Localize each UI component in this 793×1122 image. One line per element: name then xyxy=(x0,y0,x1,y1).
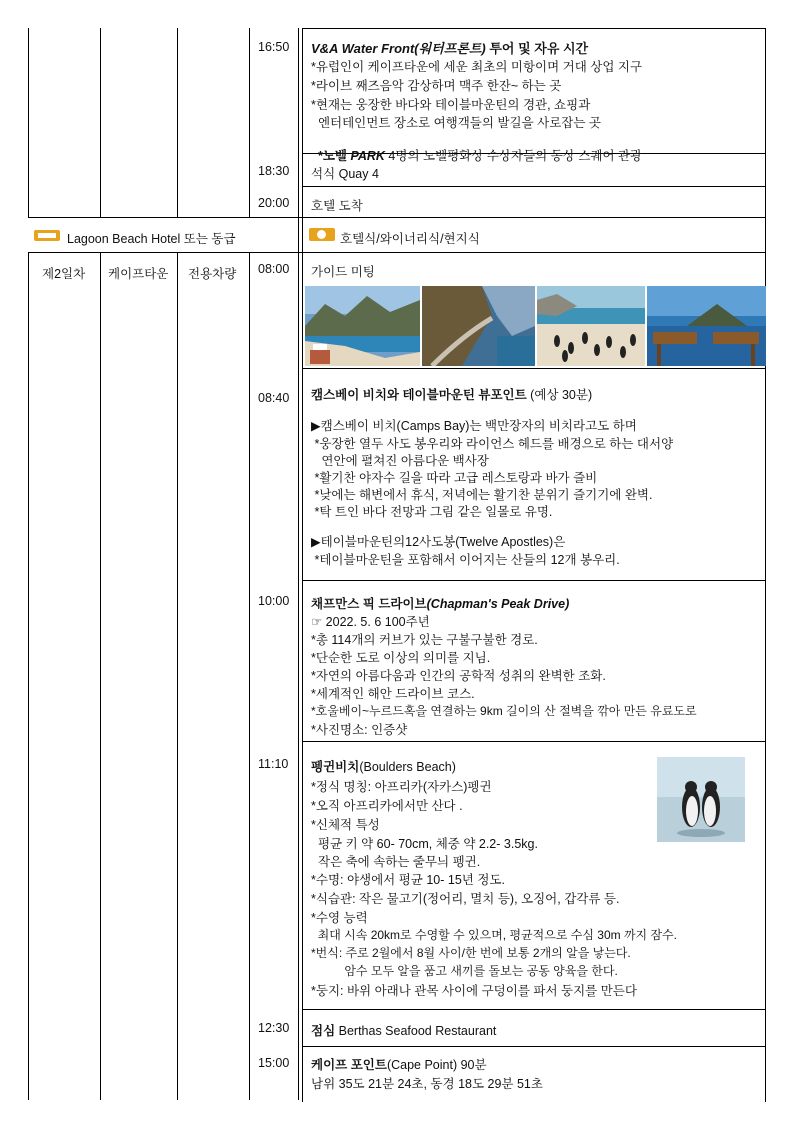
title-chapmans-a: 채프만스 픽 드라이브 xyxy=(311,597,427,611)
time-0800: 08:00 xyxy=(258,262,290,276)
chapmans-line-3: *단순한 도로 이상의 의미를 지님. xyxy=(311,651,491,665)
bed-icon xyxy=(34,230,60,241)
day-label: 제2일차 xyxy=(42,267,86,281)
lunch-restaurant: Berthas Seafood Restaurant xyxy=(335,1024,497,1038)
time-1830: 18:30 xyxy=(258,164,290,178)
camps-line-2: *웅장한 열두 사도 봉우리와 라이언스 헤드를 배경으로 하는 대서양 xyxy=(311,437,674,451)
col-line-3b xyxy=(177,252,178,1100)
chapmans-line-6: *호울베이~누르드혹을 연결하는 9km 길이의 산 절벽을 깎아 만든 유료도로 xyxy=(311,704,697,718)
chapmans-line-2: *총 114개의 커브가 있는 구불구불한 경로. xyxy=(311,633,538,647)
apostles-line-2: *테이블마운틴을 포함해서 이어지는 산들의 12개 봉우리. xyxy=(311,553,620,567)
camps-line-5: *낮에는 해변에서 휴식, 저녁에는 활기찬 분위기 즐기기에 완벽. xyxy=(311,488,653,502)
penguin-line-7: *식습관: 작은 물고기(정어리, 멸치 등), 오징어, 갑각류 등. xyxy=(311,892,620,906)
title-cape-point xyxy=(311,1055,487,1073)
cape-point-coords: 남위 35도 21분 24초, 동경 18도 29분 51초 xyxy=(311,1077,543,1091)
chapmans-line-1: ☞ 2022. 5. 6 100주년 xyxy=(311,615,430,629)
camps-bay-photo xyxy=(305,286,420,366)
col-line-4b xyxy=(249,252,250,1100)
penguin-line-1: *정식 명칭: 아프리카(자카스)펭귄 xyxy=(311,780,492,794)
time-1000: 10:00 xyxy=(258,594,290,608)
waterfront-nobel xyxy=(311,132,642,164)
apostles-line-1: ▶테이블마운틴의12사도봉(Twelve Apostles)은 xyxy=(311,535,566,549)
title-waterfront xyxy=(311,38,588,57)
camps-line-3: 연안에 펼쳐진 아름다운 백사장 xyxy=(311,454,489,468)
col-line-3 xyxy=(177,28,178,217)
boulders-penguins-photo xyxy=(537,286,645,366)
hotel-name: Lagoon Beach Hotel 또는 동급 xyxy=(67,232,236,246)
penguin-line-3: *신체적 특성 xyxy=(311,818,380,832)
penguin-line-6: *수명: 야생에서 평균 10- 15년 정도. xyxy=(311,873,505,887)
penguin-line-9: 최대 시속 20km로 수영할 수 있으며, 평균적으로 수심 30m 까지 잠수. xyxy=(311,928,677,942)
col-line-2 xyxy=(100,28,101,217)
title-penguin-suffix: (Boulders Beach) xyxy=(359,760,456,774)
camps-line-1: ▶캠스베이 비치(Camps Bay)는 백만장자의 비치라고도 하며 xyxy=(311,419,637,433)
penguin-line-10: *번식: 주로 2월에서 8월 사이/한 번에 보통 2개의 알을 낳는다. xyxy=(311,946,631,960)
col-line-4 xyxy=(249,28,250,217)
nobel-b: PARK xyxy=(350,149,385,163)
title-chapmans xyxy=(311,594,569,612)
time-1500: 15:00 xyxy=(258,1056,290,1070)
lunch-label: 점심 xyxy=(311,1024,336,1038)
dinner-1830: 석식 Quay 4 xyxy=(311,167,379,181)
chapmans-line-7: *사진명소: 인증샷 xyxy=(311,723,408,737)
penguin-line-2: *오직 아프리카에서만 산다 . xyxy=(311,799,463,813)
chapmans-line-5: *세계적인 해안 드라이브 코스. xyxy=(311,687,475,701)
waterfront-line-1: *유럽인이 케이프타운에 세운 최초의 미항이며 거대 상업 지구 xyxy=(311,60,643,74)
title-chapmans-b: (Chapman's Peak Drive) xyxy=(426,597,570,611)
title-cape-point-suffix: (Cape Point) 90분 xyxy=(386,1058,487,1072)
time-2000: 20:00 xyxy=(258,196,290,210)
transport-label: 전용차량 xyxy=(188,267,237,281)
title-cape-point-main: 케이프 포인트 xyxy=(311,1058,387,1072)
title-waterfront-c: 투어 및 자유 시간 xyxy=(485,41,589,56)
camps-line-6: *탁 트인 바다 전망과 그림 같은 일몰로 유명. xyxy=(311,505,553,519)
guide-meeting: 가이드 미팅 xyxy=(311,265,375,279)
camps-line-4: *활기찬 야자수 길을 따라 고급 레스토랑과 바가 즐비 xyxy=(311,471,598,485)
penguin-line-12: *둥지: 바위 아래나 관목 사이에 구덩이를 파서 둥지를 만든다 xyxy=(311,984,637,998)
title-waterfront-a: V&A Water Front xyxy=(311,41,415,56)
penguin-line-5: 작은 축에 속하는 줄무늬 펭귄. xyxy=(311,855,481,869)
col-line-2b xyxy=(100,252,101,1100)
nobel-a: *노벨 xyxy=(317,149,351,163)
col-line-1 xyxy=(28,28,29,217)
time-1230: 12:30 xyxy=(258,1021,290,1035)
nobel-c: 4명의 노벨평화상 수상자들의 동상 스퀘어 관광 xyxy=(384,149,643,163)
penguin-line-8: *수영 능력 xyxy=(311,911,368,925)
chapmans-line-4: *자연의 아름다움과 인간의 공학적 성취의 완벽한 조화. xyxy=(311,669,606,683)
time-1110: 11:10 xyxy=(258,757,289,771)
meal-icon xyxy=(309,228,335,241)
lunch-1230 xyxy=(311,1021,496,1039)
title-penguin xyxy=(311,757,456,775)
waterfront-line-2: *라이브 째즈음악 감상하며 맥주 한잔~ 하는 곳 xyxy=(311,79,562,93)
time-0840: 08:40 xyxy=(258,391,290,405)
waterfront-line-4: 엔터테인먼트 장소로 여행객들의 발길을 사로잡는 곳 xyxy=(311,116,601,130)
title-camps-bay-suffix: (예상 30분) xyxy=(526,388,593,402)
chapmans-peak-photo xyxy=(422,286,535,366)
cape-point-sign-photo xyxy=(647,286,766,366)
penguin-line-4: 평균 키 약 60- 70cm, 체중 약 2.2- 3.5kg. xyxy=(311,837,538,851)
title-waterfront-b: (워터프론트) xyxy=(414,41,486,56)
place-label: 케이프타운 xyxy=(108,267,169,281)
col-line-5 xyxy=(298,28,299,1100)
title-penguin-main: 펭귄비치 xyxy=(311,760,360,774)
time-1650: 16:50 xyxy=(258,40,290,54)
col-line-hotel-sep xyxy=(298,217,299,252)
col-line-1b xyxy=(28,252,29,1100)
box-2000 xyxy=(302,186,766,218)
penguin-line-11: 암수 모두 알을 품고 새끼를 돌보는 공동 양육을 한다. xyxy=(311,964,618,978)
waterfront-line-3: *현재는 웅장한 바다와 테이블마운틴의 경관, 쇼핑과 xyxy=(311,98,591,112)
penguin-pair-photo xyxy=(657,757,745,842)
title-camps-bay xyxy=(311,385,592,403)
hotel-arrive-2000: 호텔 도착 xyxy=(311,199,363,213)
meals-text: 호텔식/와이너리식/현지식 xyxy=(340,232,480,246)
title-camps-bay-main: 캠스베이 비치와 테이블마운틴 뷰포인트 xyxy=(311,388,527,402)
